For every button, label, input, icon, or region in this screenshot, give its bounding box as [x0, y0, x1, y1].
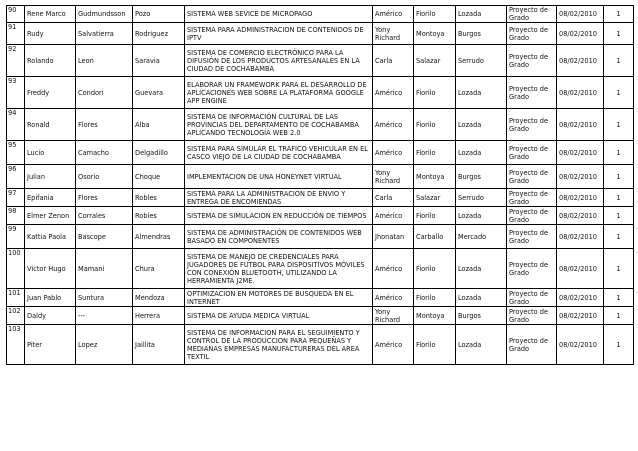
first-name: Julian [25, 165, 76, 189]
last-name: Camacho [76, 141, 133, 165]
first-name: Rudy [25, 23, 76, 45]
date: 08/02/2010 [557, 77, 604, 109]
advisor-last-name: Fiorilo [414, 141, 456, 165]
quantity: 1 [604, 6, 634, 23]
advisor-last-name: Montoya [414, 165, 456, 189]
advisor-name: Américo [373, 249, 414, 289]
modality: Proyecto de Grado [507, 165, 557, 189]
project-title: SISTEMA DE INFORMACION PARA EL SEGUIMIENTO Y CONTROL DE LA PRODUCCION PARA PEQUEÑAS Y MEDIANAS EMPRESAS MANUFACTURERAS DEL AREA TEXTIL [185, 325, 373, 365]
table-row [7, 249, 634, 289]
table-row [7, 307, 634, 325]
modality: Proyecto de Grado [507, 45, 557, 77]
advisor-name: Américo [373, 325, 414, 365]
advisor-name: Carla [373, 189, 414, 207]
last-name: Suntura [76, 289, 133, 307]
last-name: Mamani [76, 249, 133, 289]
advisor-last-name: Fiorilo [414, 6, 456, 23]
second-last-name: Robles [133, 189, 185, 207]
last-name: Osorio [76, 165, 133, 189]
project-title: ELABORAR UN FRAMEWORK PARA EL DESARROLLO DE APLICACIONES WEB SOBRE LA PLATAFORMA GOOGLE APP ENGINE [185, 77, 373, 109]
second-last-name: Herrera [133, 307, 185, 325]
row-number: 96 [7, 165, 25, 189]
table-row [7, 207, 634, 225]
project-title: SISTEMA DE COMERCIO ELECTRÓNICO PARA LA DIFUSIÓN DE LOS PRODUCTOS ARTESANALES EN LA CIUDAD DE COCHABAMBA [185, 45, 373, 77]
first-name: Daldy [25, 307, 76, 325]
advisor-last-name: Fiorilo [414, 249, 456, 289]
first-name: Freddy [25, 77, 76, 109]
last-name: Lopez [76, 325, 133, 365]
modality: Proyecto de Grado [507, 141, 557, 165]
advisor-second-last-name: Lozada [456, 289, 507, 307]
advisor-last-name: Salazar [414, 45, 456, 77]
date: 08/02/2010 [557, 289, 604, 307]
first-name: Victor Hugo [25, 249, 76, 289]
last-name: Gudmundsson [76, 6, 133, 23]
advisor-name: Américo [373, 289, 414, 307]
advisor-name: Yony Richard [373, 23, 414, 45]
advisor-last-name: Montoya [414, 23, 456, 45]
advisor-last-name: Fiorilo [414, 289, 456, 307]
quantity: 1 [604, 225, 634, 249]
advisor-last-name: Fiorilo [414, 325, 456, 365]
first-name: Juan Pablo [25, 289, 76, 307]
date: 08/02/2010 [557, 165, 604, 189]
advisor-last-name: Fiorilo [414, 207, 456, 225]
first-name: Rene Marco [25, 6, 76, 23]
quantity: 1 [604, 23, 634, 45]
advisor-name: Carla [373, 45, 414, 77]
quantity: 1 [604, 325, 634, 365]
project-title: SISTEMA DE AYUDA MEDICA VIRTUAL [185, 307, 373, 325]
modality: Proyecto de Grado [507, 189, 557, 207]
last-name: Condori [76, 77, 133, 109]
row-number: 103 [7, 325, 25, 365]
row-number: 95 [7, 141, 25, 165]
second-last-name: Jaillita [133, 325, 185, 365]
modality: Proyecto de Grado [507, 225, 557, 249]
second-last-name: Saravia [133, 45, 185, 77]
table-row [7, 141, 634, 165]
date: 08/02/2010 [557, 23, 604, 45]
table-row [7, 289, 634, 307]
second-last-name: Delgadillo [133, 141, 185, 165]
date: 08/02/2010 [557, 109, 604, 141]
second-last-name: Pozo [133, 6, 185, 23]
table-row [7, 325, 634, 365]
modality: Proyecto de Grado [507, 289, 557, 307]
quantity: 1 [604, 77, 634, 109]
project-title: SISTEMA DE MANEJO DE CREDENCIALES PARA JUGADORES DE FUTBOL PARA DISPOSITIVOS MÓVILES CON CONEXIÓN BLUETOOTH, UTILIZANDO LA HERRAMIENTA J2ME. [185, 249, 373, 289]
last-name: Bascope [76, 225, 133, 249]
date: 08/02/2010 [557, 325, 604, 365]
quantity: 1 [604, 207, 634, 225]
date: 08/02/2010 [557, 207, 604, 225]
date: 08/02/2010 [557, 141, 604, 165]
advisor-last-name: Fiorilo [414, 77, 456, 109]
second-last-name: Chura [133, 249, 185, 289]
second-last-name: Guevara [133, 77, 185, 109]
table-row [7, 225, 634, 249]
first-name: Kattia Paola [25, 225, 76, 249]
table-row [7, 165, 634, 189]
advisor-second-last-name: Burgos [456, 307, 507, 325]
modality: Proyecto de Grado [507, 325, 557, 365]
modality: Proyecto de Grado [507, 6, 557, 23]
last-name: Flores [76, 109, 133, 141]
row-number: 101 [7, 289, 25, 307]
advisor-name: Américo [373, 6, 414, 23]
modality: Proyecto de Grado [507, 77, 557, 109]
first-name: Ronald [25, 109, 76, 141]
last-name: Corrales [76, 207, 133, 225]
advisor-second-last-name: Lozada [456, 109, 507, 141]
row-number: 92 [7, 45, 25, 77]
advisor-second-last-name: Lozada [456, 77, 507, 109]
quantity: 1 [604, 141, 634, 165]
advisor-second-last-name: Serrudo [456, 189, 507, 207]
project-title: SISTEMA PARA SIMULAR EL TRAFICO VEHICULAR EN EL CASCO VIEJO DE LA CIUDAD DE COCHABAMBA [185, 141, 373, 165]
advisor-last-name: Montoya [414, 307, 456, 325]
second-last-name: Mendoza [133, 289, 185, 307]
table-row [7, 77, 634, 109]
thesis-table [6, 5, 634, 365]
second-last-name: Alba [133, 109, 185, 141]
advisor-name: Américo [373, 207, 414, 225]
quantity: 1 [604, 289, 634, 307]
advisor-last-name: Fiorilo [414, 109, 456, 141]
table-row [7, 6, 634, 23]
last-name: Salvatierra [76, 23, 133, 45]
row-number: 97 [7, 189, 25, 207]
table-row [7, 189, 634, 207]
last-name: --- [76, 307, 133, 325]
second-last-name: Robles [133, 207, 185, 225]
date: 08/02/2010 [557, 307, 604, 325]
advisor-name: Jhonatan [373, 225, 414, 249]
table-body [7, 6, 634, 365]
first-name: Rolando [25, 45, 76, 77]
project-title: SISTEMA WEB SEVICE DE MICROPAGO [185, 6, 373, 23]
project-title: SISTEMA DE SIMULACION EN REDUCCIÓN DE TIEMPOS [185, 207, 373, 225]
date: 08/02/2010 [557, 6, 604, 23]
advisor-name: Américo [373, 109, 414, 141]
row-number: 98 [7, 207, 25, 225]
advisor-last-name: Carballo [414, 225, 456, 249]
first-name: Elmer Zenon [25, 207, 76, 225]
quantity: 1 [604, 307, 634, 325]
modality: Proyecto de Grado [507, 23, 557, 45]
row-number: 93 [7, 77, 25, 109]
advisor-second-last-name: Lozada [456, 141, 507, 165]
first-name: Epifania [25, 189, 76, 207]
project-title: SISTEMA PARA LA ADMINISTRACION DE ENVIO Y ENTREGA DE ENCOMIENDAS [185, 189, 373, 207]
advisor-second-last-name: Serrudo [456, 45, 507, 77]
quantity: 1 [604, 249, 634, 289]
advisor-second-last-name: Burgos [456, 23, 507, 45]
date: 08/02/2010 [557, 189, 604, 207]
table-row [7, 23, 634, 45]
project-title: SISTEMA DE INFORMACIÓN CULTURAL DE LAS PROVINCIAS DEL DEPARTAMENTO DE COCHABAMBA APLICANDO TECNOLOGÍA WEB 2.0 [185, 109, 373, 141]
advisor-second-last-name: Lozada [456, 249, 507, 289]
first-name: Lucio [25, 141, 76, 165]
document-page [6, 5, 634, 365]
advisor-last-name: Salazar [414, 189, 456, 207]
advisor-second-last-name: Lozada [456, 325, 507, 365]
first-name: Piter [25, 325, 76, 365]
quantity: 1 [604, 109, 634, 141]
quantity: 1 [604, 165, 634, 189]
second-last-name: Rodriguez [133, 23, 185, 45]
modality: Proyecto de Grado [507, 207, 557, 225]
advisor-second-last-name: Burgos [456, 165, 507, 189]
date: 08/02/2010 [557, 225, 604, 249]
date: 08/02/2010 [557, 249, 604, 289]
advisor-second-last-name: Lozada [456, 207, 507, 225]
last-name: Leon [76, 45, 133, 77]
project-title: SISTEMA PARA ADMINISTRACION DE CONTENIDOS DE IPTV [185, 23, 373, 45]
modality: Proyecto de Grado [507, 249, 557, 289]
advisor-name: Yony Richard [373, 165, 414, 189]
modality: Proyecto de Grado [507, 307, 557, 325]
advisor-second-last-name: Mercado [456, 225, 507, 249]
advisor-name: Américo [373, 141, 414, 165]
row-number: 90 [7, 6, 25, 23]
project-title: OPTIMIZACION EN MOTORES DE BUSQUEDA EN EL INTERNET [185, 289, 373, 307]
table-row [7, 45, 634, 77]
second-last-name: Almendras [133, 225, 185, 249]
row-number: 100 [7, 249, 25, 289]
last-name: Flores [76, 189, 133, 207]
quantity: 1 [604, 189, 634, 207]
date: 08/02/2010 [557, 45, 604, 77]
advisor-name: Yony Richard [373, 307, 414, 325]
project-title: IMPLEMENTACION DE UNA HONEYNET VIRTUAL [185, 165, 373, 189]
row-number: 102 [7, 307, 25, 325]
row-number: 99 [7, 225, 25, 249]
advisor-name: Américo [373, 77, 414, 109]
quantity: 1 [604, 45, 634, 77]
advisor-second-last-name: Lozada [456, 6, 507, 23]
row-number: 91 [7, 23, 25, 45]
second-last-name: Choque [133, 165, 185, 189]
modality: Proyecto de Grado [507, 109, 557, 141]
row-number: 94 [7, 109, 25, 141]
project-title: SISTEMA DE ADMINISTRACIÓN DE CONTENIDOS WEB BASADO EN COMPONENTES [185, 225, 373, 249]
table-row [7, 109, 634, 141]
